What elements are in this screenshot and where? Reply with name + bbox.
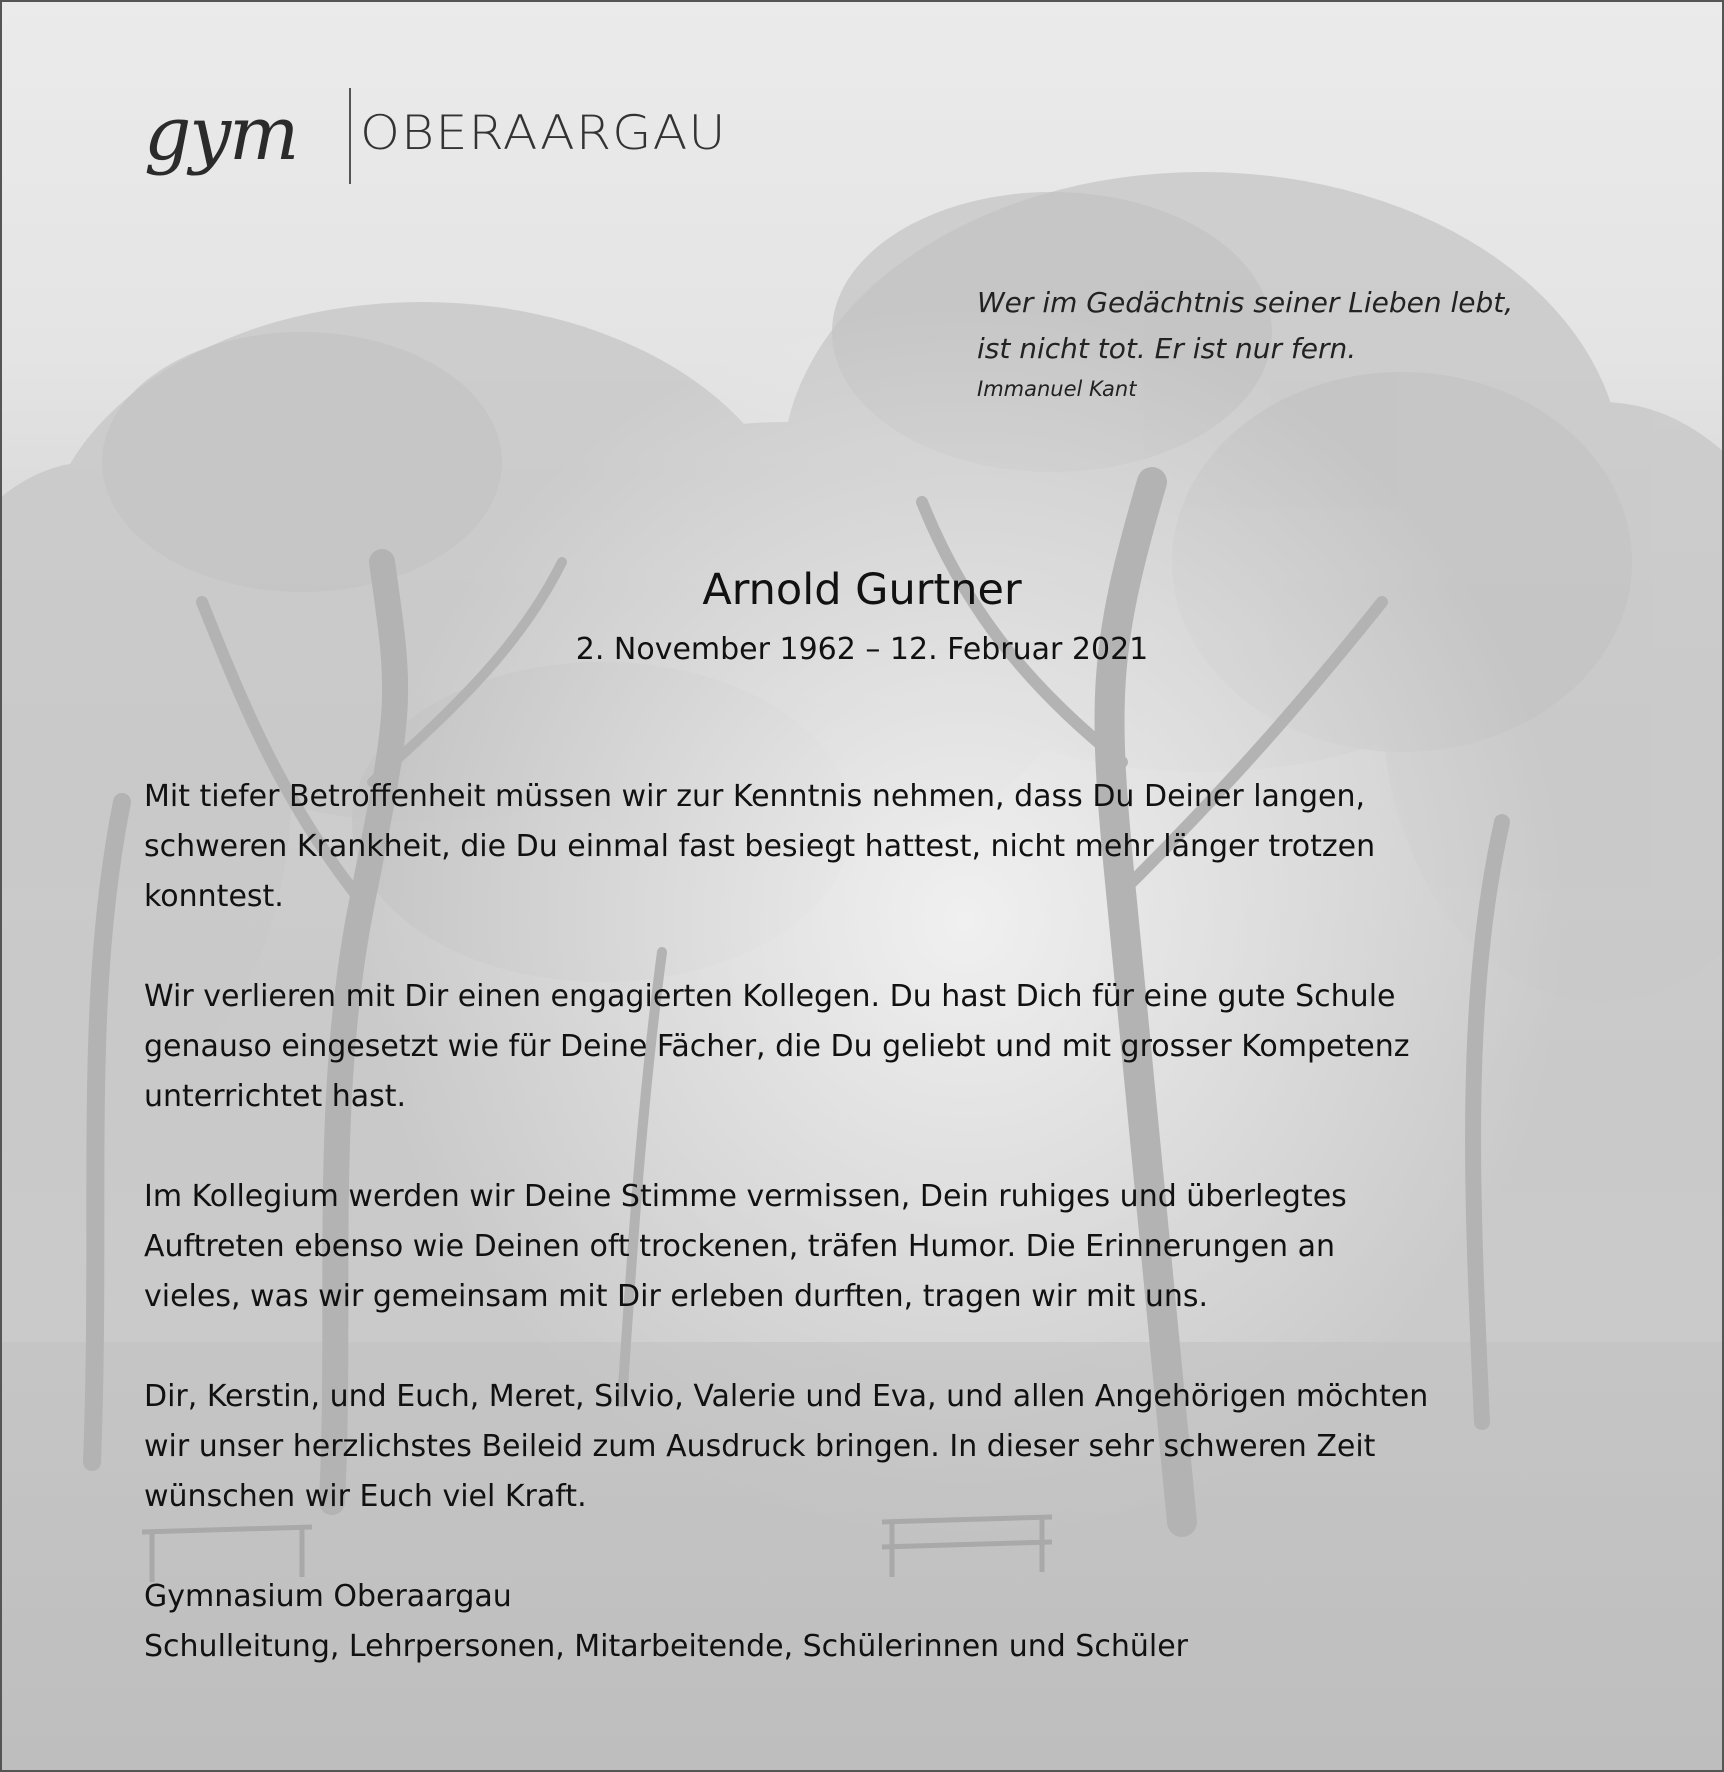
paragraph-line: wünschen wir Euch viel Kraft. bbox=[144, 1479, 587, 1514]
logo-divider bbox=[349, 88, 351, 184]
paragraph-line: Auftreten ebenso wie Deinen oft trockenen, träfen Humor. Die Erinnerungen an bbox=[144, 1229, 1335, 1264]
paragraph bbox=[144, 1172, 1624, 1322]
paragraph bbox=[144, 972, 1624, 1122]
paragraph-line: konntest. bbox=[144, 879, 284, 914]
quote-author: Immanuel Kant bbox=[977, 377, 1137, 401]
deceased-name: Arnold Gurtner bbox=[702, 565, 1022, 615]
logo-region-wordmark: OBERAARGAU bbox=[360, 106, 727, 161]
paragraph bbox=[144, 1372, 1624, 1522]
quote-line: ist nicht tot. Er ist nur fern. bbox=[977, 332, 1357, 365]
paragraph bbox=[144, 772, 1624, 922]
logo-gym-wordmark: gym bbox=[144, 91, 298, 177]
paragraph-line: unterrichtet hast. bbox=[144, 1079, 407, 1114]
signature-line: Gymnasium Oberaargau bbox=[144, 1579, 512, 1614]
signature-line: Schulleitung, Lehrpersonen, Mitarbeitende, Schülerinnen und Schüler bbox=[144, 1629, 1188, 1664]
paragraph-line: wir unser herzlichstes Beileid zum Ausdruck bringen. In dieser sehr schweren Zeit bbox=[144, 1429, 1376, 1464]
quote-line: Wer im Gedächtnis seiner Lieben lebt, bbox=[977, 286, 1514, 319]
life-dates: 2. November 1962 – 12. Februar 2021 bbox=[575, 632, 1149, 667]
paragraph-line: Mit tiefer Betroffenheit müssen wir zur Kenntnis nehmen, dass Du Deiner langen, bbox=[144, 779, 1365, 814]
signature-block bbox=[144, 1572, 1624, 1672]
paragraph-line: Im Kollegium werden wir Deine Stimme vermissen, Dein ruhiges und überlegtes bbox=[144, 1179, 1347, 1214]
paragraph-line: vieles, was wir gemeinsam mit Dir erleben durften, tragen wir mit uns. bbox=[144, 1279, 1209, 1314]
paragraph-line: Wir verlieren mit Dir einen engagierten Kollegen. Du hast Dich für eine gute Schule bbox=[144, 979, 1396, 1014]
obituary-body bbox=[144, 772, 1624, 1672]
paragraph-line: genauso eingesetzt wie für Deine Fächer, die Du geliebt und mit grosser Kompetenz bbox=[144, 1029, 1410, 1064]
paragraph-line: schweren Krankheit, die Du einmal fast besiegt hattest, nicht mehr länger trotzen bbox=[144, 829, 1376, 864]
memorial-quote bbox=[977, 280, 1513, 406]
paragraph-line: Dir, Kerstin, und Euch, Meret, Silvio, Valerie und Eva, und allen Angehörigen möchten bbox=[144, 1379, 1429, 1414]
